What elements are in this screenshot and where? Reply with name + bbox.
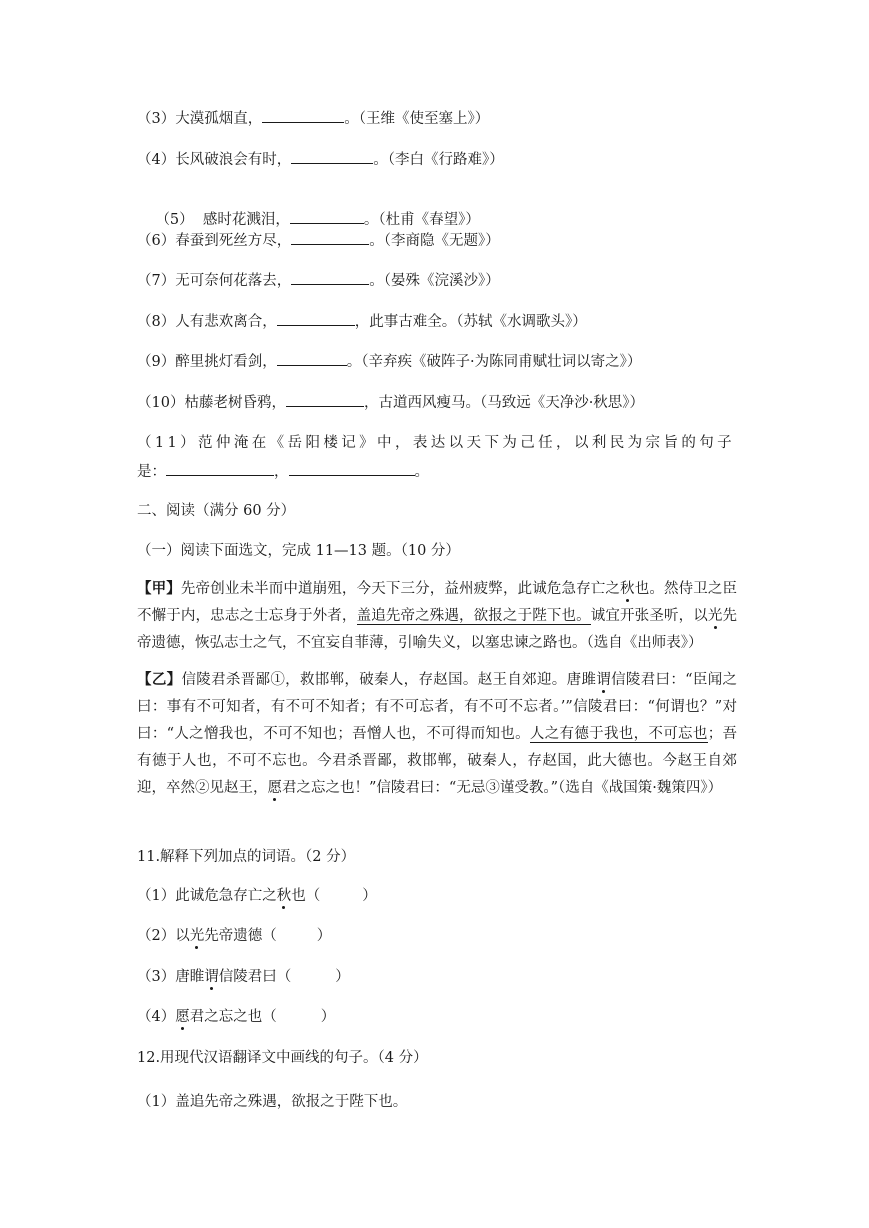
answer-blank[interactable] (166, 461, 274, 476)
item-text: 人有悲欢离合， (175, 314, 277, 330)
dotted-word: 秋 (276, 888, 292, 904)
answer-blank[interactable] (290, 209, 364, 224)
item-text: 长风破浪会有时， (175, 152, 292, 168)
item-text: 先帝遗德（ (204, 928, 277, 944)
passage-label: 【乙】 (137, 671, 182, 688)
item-text: 感时花溅泪， (193, 212, 290, 228)
close-paren: ） (335, 969, 350, 985)
item-number: （9） (137, 354, 176, 370)
item-text: 此诚危急存亡之 (175, 888, 277, 904)
item-text: 枯藤老树昏鸦， (184, 395, 286, 411)
underlined-sentence: 盖追先帝之殊遇，欲报之于陛下也。 (356, 608, 591, 624)
item-number: （1） (137, 888, 176, 904)
dotted-word: 秋 (620, 581, 635, 597)
fill-item-7 (137, 270, 737, 291)
question-12-title: 12.用现代汉语翻译文中画线的句子。（4 分） (137, 1050, 428, 1066)
item-source: ，此事古难全。（苏轼《水调歌头》） (354, 314, 587, 330)
period: 。 (414, 464, 429, 480)
item-source: 。（王维《使至塞上》） (344, 111, 490, 127)
dotted-word: 愿 (267, 780, 282, 796)
item-number: （4） (137, 152, 176, 168)
item-text: 信陵君曰（ (218, 969, 292, 985)
fill-item-11-line1: （11）范仲淹在《岳阳楼记》中，表达以天下为己任，以利民为宗旨的句子 (137, 435, 736, 451)
fill-item-10 (137, 392, 737, 413)
item-text: 无可奈何花落去， (175, 273, 292, 289)
fill-item-11-line2 (137, 461, 737, 482)
passage-text: 信陵君曰：“臣闻之曰：事有不可知者，有不可不知者；有不可忘者，有不可不忘者。’”信陵君曰：“何谓也？”对曰：“人之憎我也，不可不知也；吾憎人也，不可得而知也。 (137, 672, 738, 742)
item-text: 也（ (291, 888, 321, 904)
answer-blank[interactable] (262, 108, 344, 123)
passage-text: ；吾有德于人也，不可不忘也。今君杀晋鄙，救邯郸，破秦人，存赵国，此大德也。今赵王自郊迎，卒然②见赵王， (137, 726, 738, 796)
answer-blank[interactable] (291, 270, 369, 285)
passage-yi (137, 666, 737, 802)
answer-blank[interactable] (289, 461, 415, 476)
item-number: （2） (137, 928, 176, 944)
item-text: 大漠孤烟直， (175, 111, 263, 127)
item-source: 。（杜甫《春望》） (363, 212, 480, 228)
item-source: 。（晏殊《浣溪沙》） (369, 273, 500, 289)
passage-text: 先帝遗德，恢弘志士之气，不宜妄自菲薄，引喻失义，以塞忠谏之路也。（选自《出师表》） (137, 608, 738, 651)
answer-blank[interactable] (291, 149, 373, 164)
underlined-sentence: 人之有德于我也，不可忘也 (529, 726, 708, 742)
fill-item-6 (137, 230, 737, 251)
dotted-word: 谓 (596, 672, 612, 688)
item-number: （8） (137, 314, 176, 330)
answer-blank[interactable] (291, 230, 369, 245)
close-paren: ） (362, 888, 377, 904)
separator: ， (274, 464, 289, 480)
passage-text: 君之忘之也！”信陵君曰：“无忌③谨受教。”（选自《战国策·魏策四》） (282, 780, 723, 796)
fill-item-9 (137, 351, 737, 372)
fill-item-4 (137, 149, 737, 170)
item-source: 。（李白《行路难》） (373, 152, 504, 168)
question-12-item-1: （1）盖追先帝之殊遇，欲报之于陛下也。 (137, 1094, 408, 1110)
item-text: 以 (175, 928, 190, 944)
dotted-word: 光 (189, 928, 205, 944)
question-11-item-1 (137, 886, 737, 906)
passage-label: 【甲】 (137, 580, 181, 597)
item-number: （6） (137, 233, 176, 249)
item-number: （7） (137, 273, 176, 289)
item-number: （5） (155, 212, 194, 228)
item-text: 唐睢 (175, 969, 205, 985)
answer-blank[interactable] (277, 351, 347, 366)
item-number: （4） (137, 1009, 176, 1025)
item-text: 是： (137, 464, 166, 480)
item-text: 醉里挑灯看剑， (175, 354, 277, 370)
passage-text: 先帝创业未半而中道崩殂，今天下三分，益州疲弊，此诚危急存亡之 (180, 581, 621, 597)
dotted-word: 谓 (204, 969, 219, 985)
question-11-title: 11.解释下列加点的词语。（2 分） (137, 849, 356, 865)
fill-item-3 (137, 108, 737, 129)
answer-blank[interactable] (286, 392, 364, 407)
fill-item-8 (137, 311, 737, 332)
question-11-item-3 (137, 967, 737, 987)
passage-text: 诚宜开张圣听，以 (590, 608, 708, 624)
item-text: 君之忘之也（ (189, 1009, 277, 1025)
dotted-word: 愿 (175, 1009, 190, 1025)
close-paren: ） (316, 928, 332, 944)
passage-text: 信陵君杀晋鄙①，救邯郸，破秦人，存赵国。赵王自郊迎。唐雎 (181, 672, 597, 688)
answer-blank[interactable] (277, 311, 355, 326)
dotted-word: 光 (707, 608, 723, 624)
question-11-item-2 (137, 926, 737, 946)
item-number: （10） (137, 395, 185, 411)
item-source: 。（李商隐《无题》） (369, 233, 500, 249)
close-paren: ） (320, 1009, 336, 1025)
section-heading: 二、阅读（满分 60 分） (137, 503, 296, 519)
subsection-heading: （一）阅读下面选文，完成 11—13 题。（10 分） (137, 543, 460, 559)
item-source: ，古道西风瘦马。（马致远《天净沙·秋思》） (363, 395, 645, 411)
item-source: 。（辛弃疾《破阵子·为陈同甫赋壮词以寄之》） (346, 354, 642, 370)
question-11-item-4 (137, 1007, 737, 1027)
item-number: （3） (137, 969, 176, 985)
item-text: 春蚕到死丝方尽， (175, 233, 292, 249)
passage-jia (137, 575, 737, 657)
passage-text: 也。然侍卫之臣不懈于内，忠志之士忘身于外者， (137, 581, 738, 624)
item-number: （3） (137, 111, 176, 127)
